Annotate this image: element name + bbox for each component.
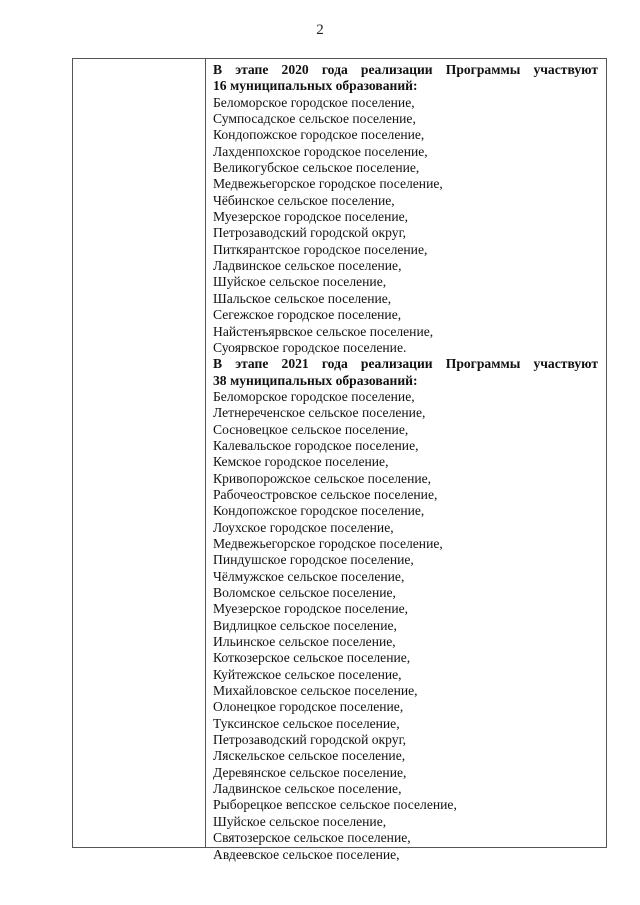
list-item: Михайловское сельское поселение, — [213, 683, 418, 699]
list-item: Ладвинское сельское поселение, — [213, 781, 402, 797]
list-item: Сегежское городское поселение, — [213, 307, 402, 323]
stage-2021-heading — [213, 356, 598, 389]
list-item: Великогубское сельское поселение, — [213, 160, 420, 176]
list-item: Кривопорожское сельское поселение, — [213, 470, 432, 486]
list-item: Летнереченское сельское поселение, — [213, 405, 426, 421]
list-item: Муезерское городское поселение, — [213, 209, 409, 225]
list-item: Петрозаводский городской округ, — [213, 225, 407, 241]
list-item: Авдеевское сельское поселение, — [213, 846, 400, 862]
stage-2020-heading-line2: 16 муниципальных образований: — [213, 78, 418, 94]
list-item: Шуйское сельское поселение, — [213, 274, 387, 290]
stage-2021-list — [213, 389, 598, 863]
list-item: Воломское сельское поселение, — [213, 585, 396, 600]
list-item: Муезерское городское поселение, — [213, 601, 409, 617]
program-stages-table — [72, 58, 607, 862]
table-left-cell — [73, 59, 206, 847]
list-item: Коткозерское сельское поселение, — [213, 650, 411, 666]
list-item: Сосновецкое сельское поселение, — [213, 421, 409, 437]
list-item: Сумпосадское сельское поселение, — [213, 111, 416, 127]
list-item: Петрозаводский городской округ, — [213, 732, 407, 748]
list-item: Питкярантское городское поселение, — [213, 241, 428, 257]
list-item: Калевальское городское поселение, — [213, 437, 419, 453]
list-item: Видлицкое сельское поселение, — [213, 617, 397, 633]
list-item: Ильинское сельское поселение, — [213, 634, 396, 650]
list-item: Деревянское сельское поселение, — [213, 764, 407, 780]
list-item: Шуйское сельское поселение, — [213, 813, 387, 829]
stage-2020-list — [213, 95, 598, 357]
list-item: Шальское сельское поселение, — [213, 290, 392, 306]
list-item: Кондопожское городское поселение, — [213, 503, 425, 519]
list-item: Беломорское городское поселение, — [213, 388, 415, 404]
page-number: 2 — [316, 22, 324, 38]
list-item: Куйтежское сельское поселение, — [213, 666, 402, 682]
list-item: Беломорское городское поселение, — [213, 94, 415, 110]
list-item: Суоярвское городское поселение. — [213, 339, 407, 355]
stage-2020-heading-line1: В этапе 2020 года реализации Программы участвуют — [213, 62, 598, 77]
list-item: Медвежьегорское городское поселение, — [213, 535, 443, 551]
list-item: Ладвинское сельское поселение, — [213, 258, 402, 274]
list-item: Чёбинское сельское поселение, — [213, 192, 395, 208]
list-item: Медвежьегорское городское поселение, — [213, 176, 443, 192]
stage-2020-heading — [213, 62, 598, 95]
stage-2021-heading-line1: В этапе 2021 года реализации Программы участвуют — [213, 356, 598, 372]
list-item: Лоухское городское поселение, — [213, 519, 394, 535]
list-item: Рыборецкое вепсское сельское поселение, — [213, 797, 457, 813]
list-item: Кондопожское городское поселение, — [213, 127, 425, 143]
list-item: Ляскельское сельское поселение, — [213, 748, 406, 764]
list-item: Рабочеостровское сельское поселение, — [213, 486, 438, 502]
list-item: Найстенъярвское сельское поселение, — [213, 323, 434, 339]
list-item: Пиндушское городское поселение, — [213, 552, 414, 568]
list-item: Олонецкое городское поселение, — [213, 699, 404, 715]
list-item: Святозерское сельское поселение, — [213, 830, 411, 846]
list-item: Кемское городское поселение, — [213, 454, 389, 470]
list-item: Туксинское сельское поселение, — [213, 715, 400, 731]
list-item: Лахденпохское городское поселение, — [213, 143, 428, 159]
table-right-cell — [206, 59, 606, 862]
list-item: Чёлмужское сельское поселение, — [213, 568, 405, 584]
stage-2021-heading-line2: 38 муниципальных образований: — [213, 372, 418, 388]
